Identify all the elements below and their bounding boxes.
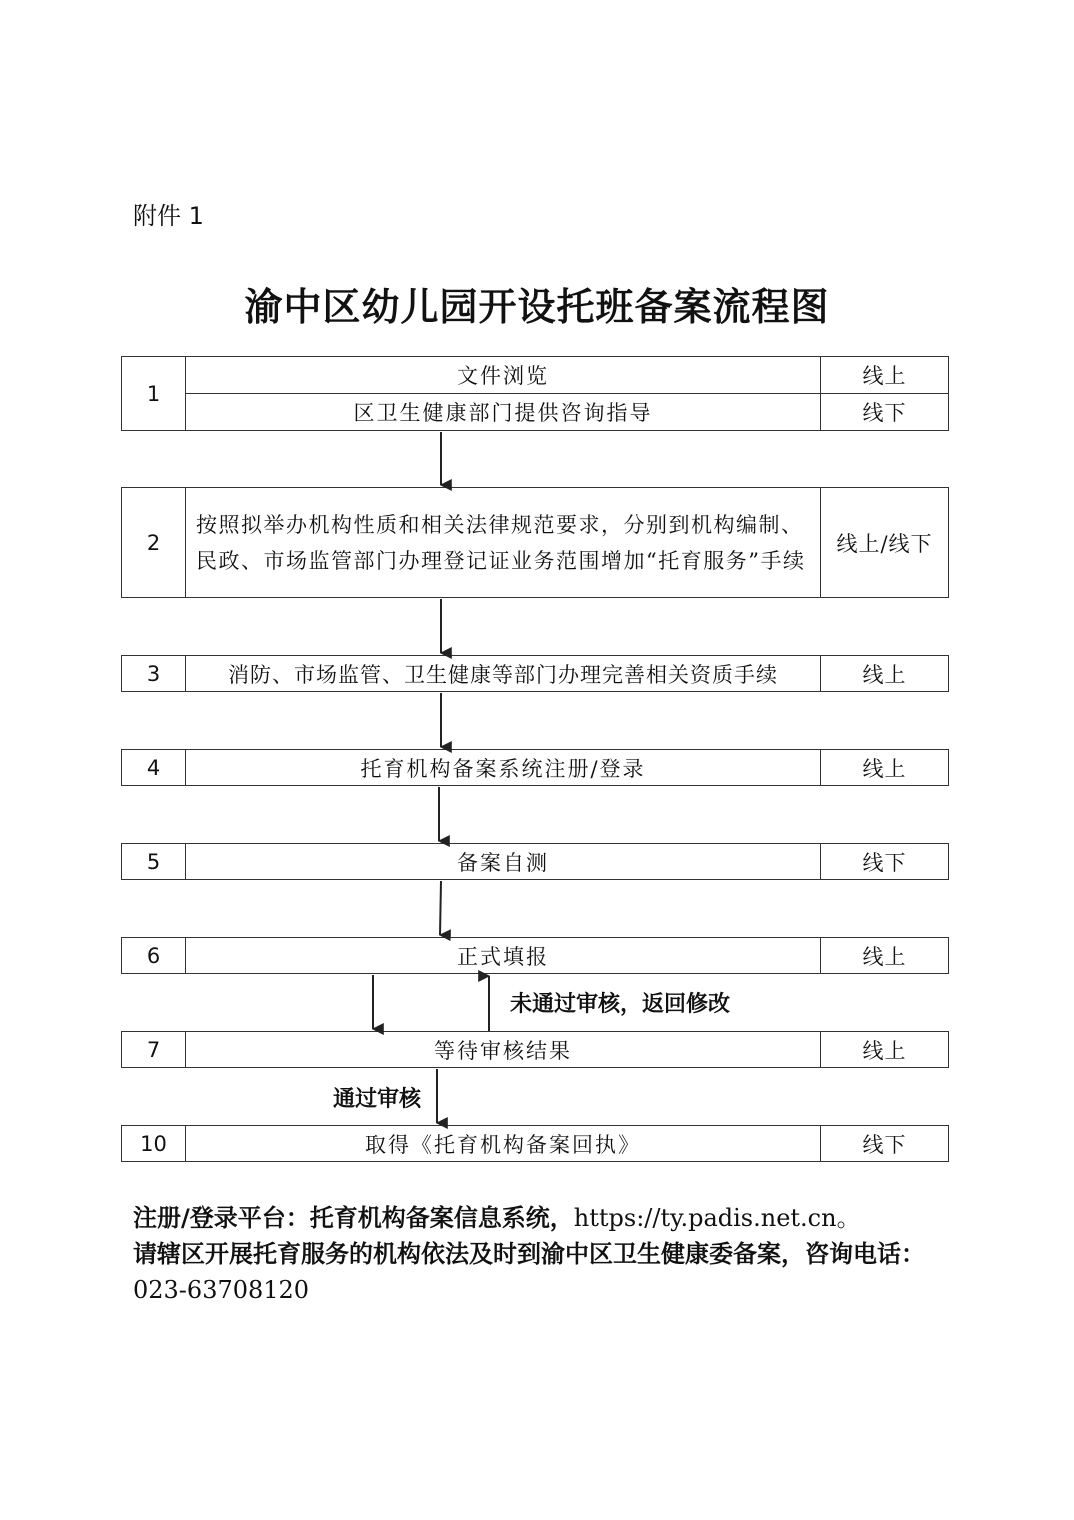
footer-notes <box>133 1200 953 1308</box>
step-mode: 线下 <box>862 1132 907 1157</box>
pass-label: 通过审核 <box>333 1087 422 1112</box>
step-desc: 取得《托育机构备案回执》 <box>365 1132 641 1157</box>
step-mode: 线上 <box>862 756 907 781</box>
step-mode: 线下 <box>862 850 907 875</box>
reject-label: 未通过审核，返回修改 <box>510 992 731 1017</box>
step-desc: 消防、市场监管、卫生健康等部门办理完善相关资质手续 <box>228 662 778 687</box>
step-mode: 线上 <box>862 364 907 388</box>
step-desc: 文件浏览 <box>457 364 549 388</box>
step-number: 2 <box>122 488 186 597</box>
step-desc: 等待审核结果 <box>434 1038 572 1063</box>
consult-line <box>133 1236 953 1308</box>
attachment-label: 附件 1 <box>133 202 204 230</box>
step-desc: 正式填报 <box>457 944 549 969</box>
step-number: 1 <box>122 357 186 430</box>
step-number: 7 <box>122 1032 186 1067</box>
platform-line <box>133 1200 953 1236</box>
platform-end: 。 <box>836 1204 861 1232</box>
step-mode: 线下 <box>821 393 948 430</box>
step-number: 6 <box>122 938 186 973</box>
step-desc: 按照拟举办机构性质和相关法律规范要求，分别到机构编制、民政、市场监管部门办理登记证业务范围增加“托育服务”手续 <box>196 512 806 573</box>
step-number: 4 <box>122 750 186 785</box>
step-desc: 区卫生健康部门提供咨询指导 <box>186 393 820 430</box>
step-mode: 线上 <box>862 1038 907 1063</box>
step-desc: 托育机构备案系统注册/登录 <box>360 756 646 781</box>
step-mode: 线上/线下 <box>836 531 933 556</box>
phone-number: 023-63708120 <box>133 1276 310 1304</box>
arrow-5-6 <box>440 881 441 935</box>
platform-url[interactable]: https://ty.padis.net.cn <box>573 1204 837 1232</box>
step-mode: 线上 <box>862 944 907 969</box>
step-mode: 线上 <box>862 662 907 687</box>
step-number: 3 <box>122 656 186 691</box>
step-desc: 备案自测 <box>457 850 549 875</box>
consult-text: 请辖区开展托育服务的机构依法及时到渝中区卫生健康委备案，咨询电话： <box>133 1240 925 1268</box>
page-title: 渝中区幼儿园开设托班备案流程图 <box>244 284 830 329</box>
step-number: 5 <box>122 844 186 879</box>
step-number: 10 <box>122 1126 186 1161</box>
platform-label: 注册/登录平台：托育机构备案信息系统， <box>133 1204 574 1232</box>
